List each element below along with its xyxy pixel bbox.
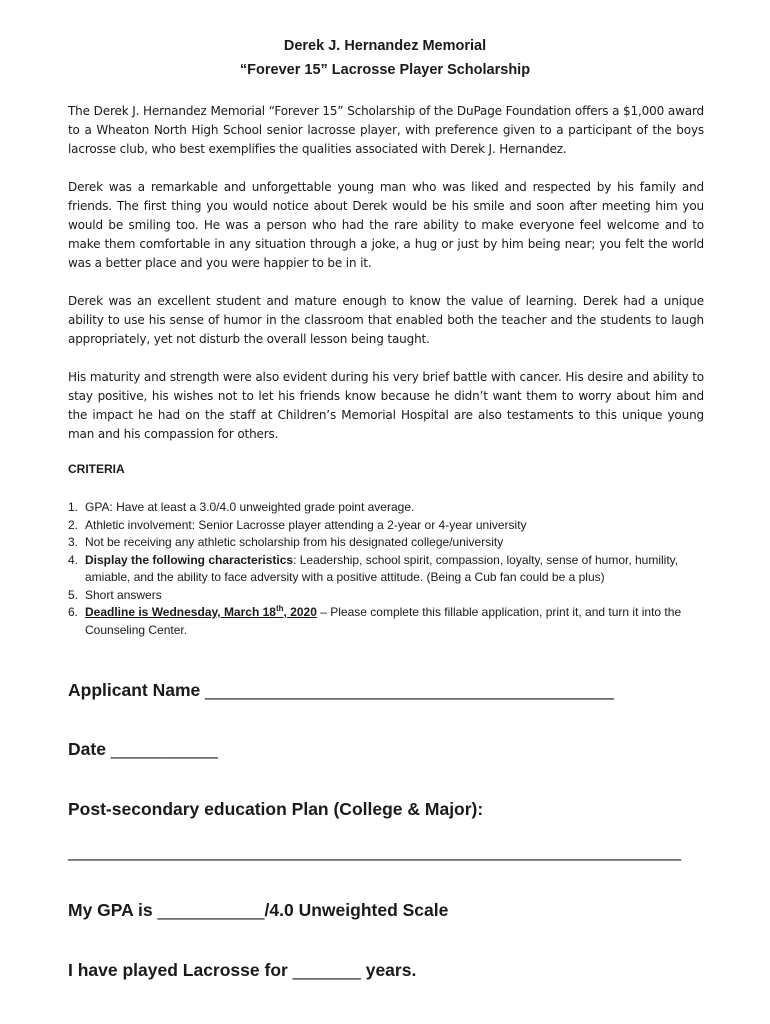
date-field[interactable]: ___________: [110, 739, 218, 759]
criteria-item-athletic: [68, 517, 708, 535]
criteria-item-deadline: [68, 604, 708, 639]
list-number: 2.: [68, 517, 79, 532]
criteria-list: [68, 499, 708, 639]
applicant-name-field[interactable]: __________________________________________: [205, 680, 614, 700]
criteria-text: GPA: Have at least a 3.0/4.0 unweighted grade point average.: [85, 500, 415, 514]
list-number: 5.: [68, 587, 79, 602]
gpa-row: [68, 900, 448, 921]
applicant-name-row: [68, 680, 614, 701]
deadline-year: , 2020: [283, 605, 317, 619]
criteria-item-no-scholarship: [68, 534, 708, 552]
description-paragraph-personality: Derek was a remarkable and unforgettable young man who was liked and respected by his family and friends. The first thing you would notice about Derek would be his smile and soon after meeting him you would be smiling too. He was a person who had the rare ability to make everyone feel welcome and to make them comfortable in any situation through a joke, a hug or just by him being near; you felt the world was a better place and you were happier to be in it.: [68, 180, 704, 270]
list-number: 3.: [68, 535, 79, 549]
criteria-item-short-answers: [68, 587, 708, 605]
criteria-heading: CRITERIA: [68, 462, 125, 476]
description-paragraph-battle: His maturity and strength were also evident during his very brief battle with cancer. His desire and ability to stay positive, his wishes not to let his friends know because he didn’t want them to worry about him and the impact he had on the staff at Children’s Memorial Hospital are also testaments to this unique young man and his compassion for others.: [68, 370, 704, 441]
list-number: 6.: [68, 605, 79, 619]
gpa-scale-label: /4.0 Unweighted Scale: [264, 900, 449, 920]
document-title: Derek J. Hernandez Memorial: [283, 38, 487, 54]
criteria-item-gpa: [68, 499, 708, 517]
document-subtitle: “Forever 15” Lacrosse Player Scholarship: [239, 62, 531, 78]
applicant-name-label: Applicant Name: [68, 680, 201, 700]
criteria-text: : Leadership, school spirit, compassion, loyalty, sense of humor, humility, amiable, and the ability to face adversity with a positive attitude. (Being a Cub fan could be a plus): [85, 552, 679, 584]
lacrosse-years-field[interactable]: _______: [292, 960, 361, 980]
criteria-text: Not be receiving any athletic scholarship from his designated college/university: [85, 535, 504, 549]
lacrosse-years-row: [68, 960, 416, 981]
education-plan-field[interactable]: _______________________________________________________________: [68, 841, 682, 861]
lacrosse-years-suffix: years.: [365, 960, 417, 980]
criteria-text: Short answers: [85, 587, 162, 602]
education-plan-label: Post-secondary education Plan (College & Major):: [68, 799, 484, 819]
list-number: 1.: [68, 500, 79, 514]
criteria-text: – Please complete this fillable application, print it, and turn it into the Counseling Center.: [85, 605, 682, 637]
criteria-item-characteristics: [68, 552, 708, 587]
description-paragraph-student: Derek was an excellent student and mature enough to know the value of learning. Derek had a unique ability to use his sense of humor in the classroom that enabled both the teacher and the students to laugh appropriately, yet not disturb the overall lesson being taught.: [68, 294, 704, 346]
criteria-bold-text: Display the following characteristics: [85, 552, 294, 567]
deadline-text: [85, 605, 317, 619]
intro-paragraph: The Derek J. Hernandez Memorial “Forever 15” Scholarship of the DuPage Foundation offers a $1,000 award to a Wheaton North High School senior lacrosse player, with preference given to a participant of the boys lacrosse club, who best exemplifies the qualities associated with Derek J. Hernandez.: [68, 104, 704, 156]
lacrosse-years-label: I have played Lacrosse for: [68, 960, 288, 980]
date-row: [68, 739, 218, 760]
deadline-date: Deadline is Wednesday, March 18: [85, 605, 276, 619]
criteria-text: Athletic involvement: Senior Lacrosse player attending a 2-year or 4-year university: [85, 517, 527, 532]
gpa-label: My GPA is: [68, 900, 153, 920]
gpa-field[interactable]: ___________: [157, 900, 265, 920]
date-label: Date: [68, 739, 106, 759]
deadline-ordinal: th: [275, 604, 284, 613]
list-number: 4.: [68, 552, 79, 567]
